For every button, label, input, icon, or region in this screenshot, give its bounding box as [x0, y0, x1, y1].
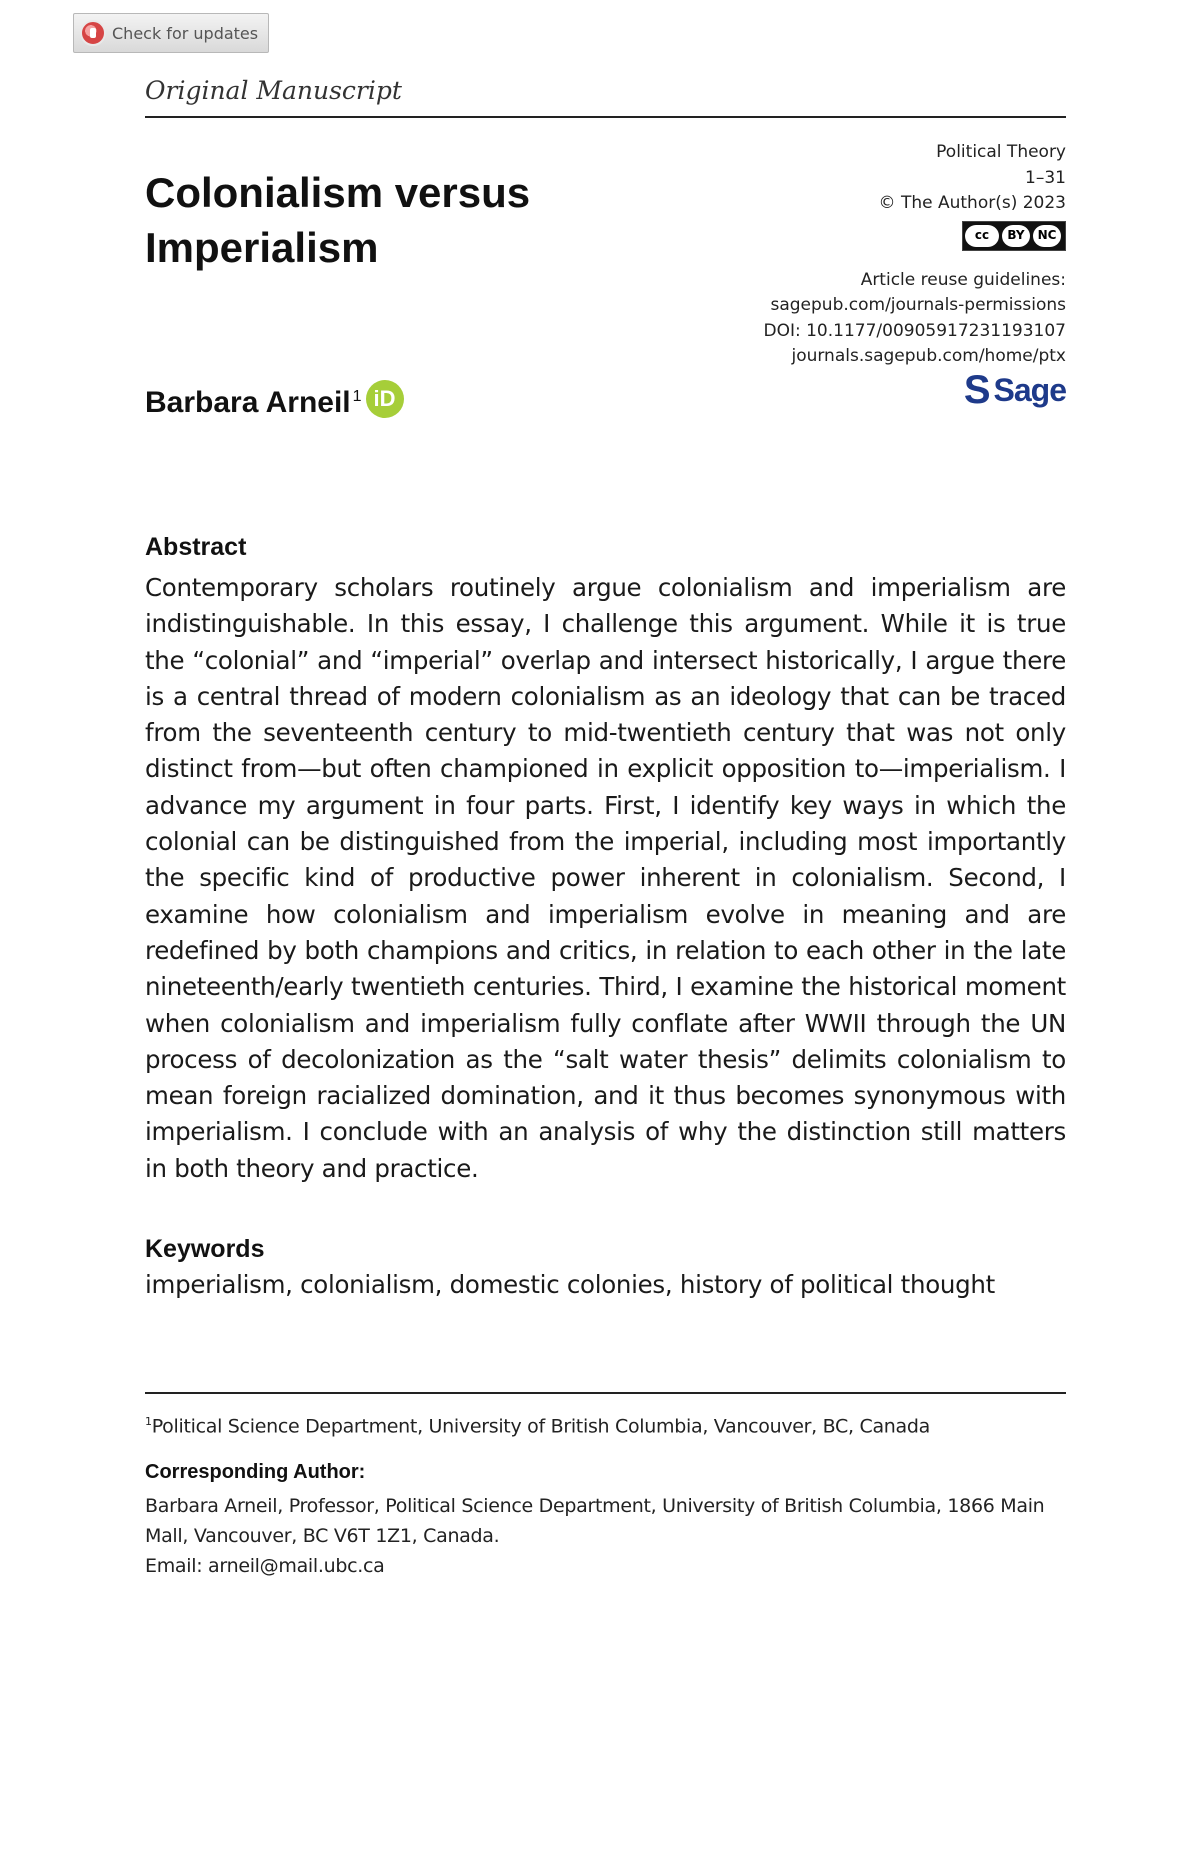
- cc-icon: cc: [965, 225, 999, 247]
- author-affiliation-mark: 1: [352, 388, 362, 405]
- affiliation-mark: 1: [145, 1415, 152, 1428]
- reuse-guidelines-link[interactable]: sagepub.com/journals-permissions: [770, 295, 1066, 315]
- orcid-icon[interactable]: [366, 380, 404, 418]
- header-rule: [145, 116, 1066, 118]
- orcid-icon-label: iD: [373, 386, 396, 411]
- corresponding-author-address: Barbara Arneil, Professor, Political Science Department, University of British Columbia, 1866 Main Mall, Vancouver, BC V6T 1Z1, Canada.: [145, 1495, 1045, 1547]
- article-title: Colonialism versus Imperialism: [145, 169, 531, 271]
- manuscript-type-label: Original Manuscript: [145, 76, 402, 105]
- corresponding-author-heading: Corresponding Author:: [145, 1461, 366, 1483]
- page-range: 1–31: [1025, 167, 1066, 188]
- affiliation-footnote: [145, 1415, 1066, 1437]
- corresponding-author-details: [145, 1491, 1066, 1581]
- keywords-text: imperialism, colonialism, domestic colonies, history of political thought: [145, 1270, 995, 1299]
- doi[interactable]: DOI: 10.1177/00905917231193107: [763, 320, 1066, 341]
- cc-license-badge[interactable]: [962, 221, 1066, 251]
- journal-metadata: [666, 140, 1066, 370]
- footnote-rule: [145, 1392, 1066, 1394]
- reuse-guidelines-label: Article reuse guidelines:: [860, 269, 1066, 290]
- sage-mark-icon: S: [963, 368, 990, 412]
- sage-wordmark: Sage: [993, 371, 1066, 408]
- sage-logo: [964, 370, 1066, 410]
- journal-name: Political Theory: [936, 142, 1066, 162]
- check-for-updates-label: Check for updates: [112, 23, 259, 43]
- check-for-updates-button[interactable]: [73, 13, 269, 53]
- attribution-icon: BY: [1002, 225, 1030, 247]
- abstract-text: Contemporary scholars routinely argue colonialism and imperialism are indistinguishable. In this essay, I challenge this argument. While it is true the “colonial” and “imperial” overlap and intersect historically, I argue there is a central thread of modern colonialism as an ideology that can be traced from the seventeenth century to mid-twentieth century that was not only distinct from—but often championed in explicit opposition to—imperialism. I advance my argument in four parts. First, I identify key ways in which the colonial can be distinguished from the imperial, including most importantly the specific kind of productive power inherent in colonialism. Second, I examine how colonialism and imperialism evolve in meaning and are redefined by both champions and critics, in relation to each other in the late nineteenth/early twentieth centuries. Third, I examine the historical moment when colonialism and imperialism fully conflate after WWII through the UN process of decolonization as the “salt water thesis” delimits colonialism to mean foreign racialized domination, and it thus becomes synonymous with imperialism. I conclude with an analysis of why the distinction still matters in both theory and practice.: [145, 573, 1066, 1183]
- author-name: Barbara Arneil: [145, 386, 351, 419]
- affiliation-text: Political Science Department, University of British Columbia, Vancouver, BC, Canada: [151, 1415, 930, 1438]
- keywords-heading: Keywords: [145, 1235, 265, 1263]
- noncommercial-icon: NC: [1033, 225, 1061, 247]
- journal-homepage-link[interactable]: journals.sagepub.com/home/ptx: [791, 346, 1066, 366]
- author-line: [145, 386, 404, 420]
- copyright-line: © The Author(s) 2023: [878, 193, 1066, 213]
- corresponding-author-email[interactable]: Email: arneil@mail.ubc.ca: [145, 1555, 385, 1577]
- crossmark-icon: [80, 20, 106, 46]
- abstract-heading: Abstract: [145, 533, 247, 561]
